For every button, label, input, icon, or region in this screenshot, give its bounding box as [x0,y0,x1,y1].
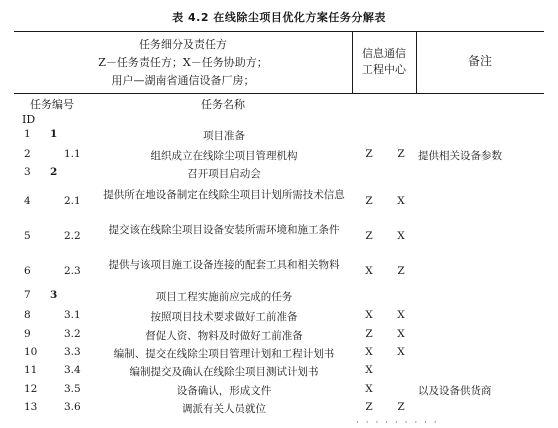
row-task-name: 按照项目技术要求做好工前准备 [150,311,298,323]
row-task-name: 调派有关人员就位 [182,403,266,415]
row-info-mark-1: X [365,265,373,277]
row-task-number: 3.5 [64,383,81,395]
row-info-mark-1: Z [365,148,373,160]
row-id: 8 [24,309,31,321]
row-info-mark-2: X [397,328,405,340]
header-line-1: 任务细分及责任方 [139,38,227,51]
row-info-mark-1: Z [365,230,373,242]
row-info-mark-2: X [397,195,405,207]
row-task-number: 2 [50,166,58,178]
row-id: 10 [24,346,38,358]
row-info-mark-1: X [365,309,373,321]
row-task-name: 项目工程实施前应完成的任务 [155,291,293,303]
row-task-number: 3 [50,289,58,301]
row-id: 7 [24,289,31,301]
row-id: 3 [24,166,31,178]
row-note: 以及设备供货商 [418,385,492,397]
row-info-mark-1: Z [365,328,373,340]
header-line-3: 用户—湖南省通信设备厂房； [111,74,255,87]
row-task-name: 督促人资、物料及时做好工前准备 [145,330,303,342]
row-info-mark-2: Z [397,265,405,277]
subheader-task-number: 任务编号 [30,98,74,111]
row-task-number: 3.2 [64,328,81,340]
subheader-task-name: 任务名称 [201,98,245,111]
row-task-name: 组织成立在线除尘项目管理机构 [150,150,298,162]
row-task-name: 提供与该项目施工设备连接的配套工具和相关物料 [108,259,340,271]
row-task-name: 编制、提交在线除尘项目管理计划和工程计划书 [113,348,335,360]
cut-off-text: · · · · · · · · · [356,418,439,428]
row-task-number: 3.1 [64,309,81,321]
header-info-line-2: 工程中心 [362,63,406,76]
row-task-name: 召开项目启动会 [187,168,261,180]
row-info-mark-2: X [397,230,405,242]
row-task-name: 提交该在线除尘项目设备安装所需环境和施工条件 [108,224,340,236]
row-info-mark-1: X [365,364,373,376]
row-info-mark-1: Z [365,401,373,413]
row-info-mark-1: Z [365,195,373,207]
row-info-mark-2: Z [397,148,405,160]
row-task-number: 2.2 [64,230,81,242]
row-id: 12 [24,383,38,395]
row-task-number: 3.6 [64,401,81,413]
row-info-mark-2: Z [397,401,405,413]
header-note: 备注 [467,54,492,68]
row-info-mark-1: X [365,346,373,358]
row-task-name: 提供所在地设备制定在线除尘项目计划所需技术信息 [103,189,345,201]
row-id: 2 [24,148,31,160]
row-note: 提供相关设备参数 [418,150,502,162]
row-id: 4 [24,195,31,207]
row-info-mark-2: X [397,346,405,358]
header-line-2: Z－任务责任方；X－任务协助方； [98,56,268,69]
row-task-name: 编制提交及确认在线除尘项目测试计划书 [129,366,319,378]
header-info-center [352,46,416,78]
row-id: 1 [24,128,31,140]
row-info-mark-2: X [397,309,405,321]
row-task-number: 2.3 [64,265,81,277]
row-task-number: 3.4 [64,364,81,376]
row-task-number: 1 [50,128,58,140]
row-id: 11 [24,364,38,376]
header-info-line-1: 信息通信 [362,47,406,60]
row-id: 6 [24,265,31,277]
row-task-number: 3.3 [64,346,81,358]
table-title: 表 4.2 在线除尘项目优化方案任务分解表 [172,11,386,24]
row-task-number: 2.1 [64,195,81,207]
row-task-name: 设备确认，形成文件 [176,385,272,397]
row-task-name: 项目准备 [203,130,245,142]
header-bottom-rule [14,93,544,94]
row-id: 5 [24,230,31,242]
row-id: 13 [24,401,38,413]
table-top-rule [14,31,544,32]
row-task-number: 1.1 [64,148,81,160]
row-id: 9 [24,328,31,340]
subheader-id: ID [22,113,36,126]
row-info-mark-1: X [365,383,373,395]
